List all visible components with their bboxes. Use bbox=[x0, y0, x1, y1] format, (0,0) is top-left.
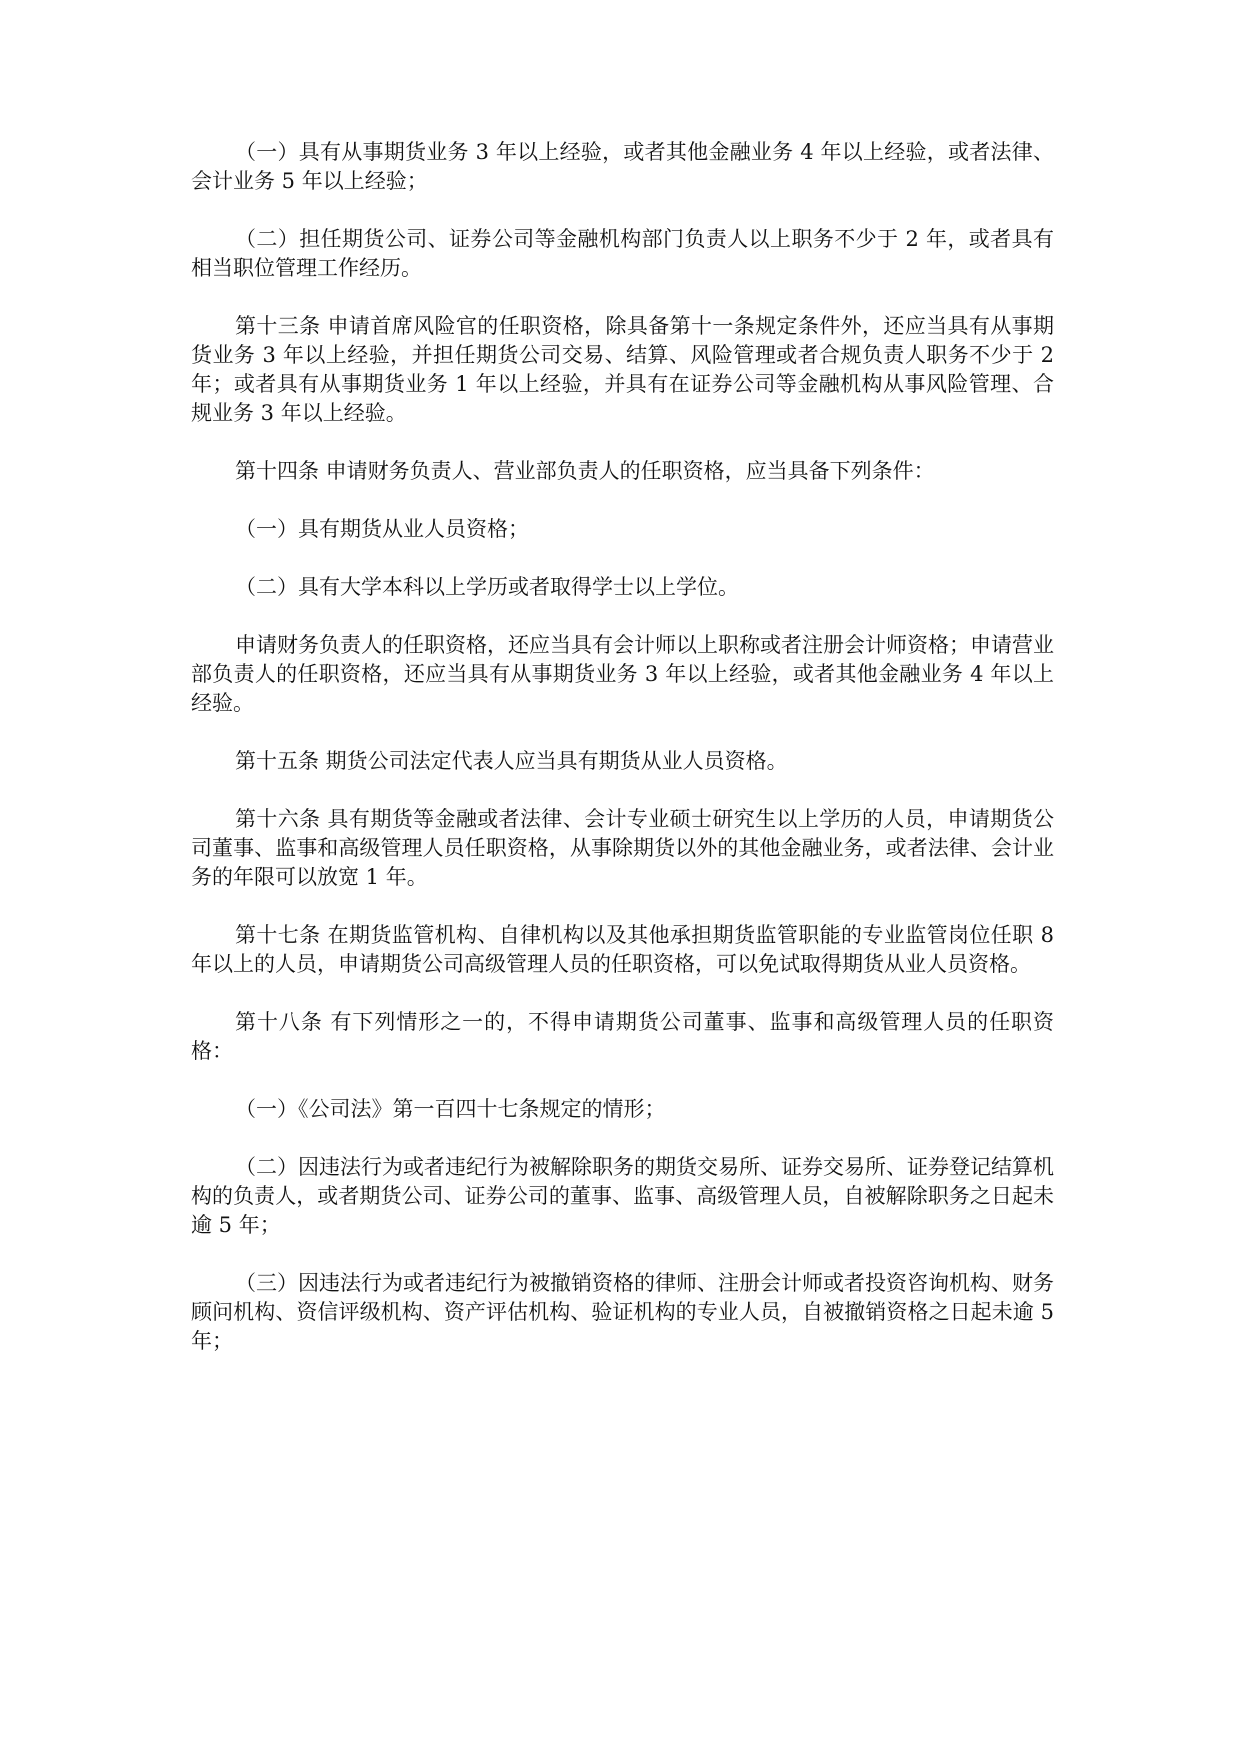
paragraph: （二）担任期货公司、证券公司等金融机构部门负责人以上职务不少于 2 年，或者具有相当职位管理工作经历。 bbox=[191, 227, 1054, 280]
article-paragraph: 第十四条 申请财务负责人、营业部负责人的任职资格，应当具备下列条件： bbox=[235, 459, 935, 483]
article-paragraph: 第十三条 申请首席风险官的任职资格，除具备第十一条规定条件外，还应当具有从事期货业务 3 年以上经验，并担任期货公司交易、结算、风险管理或者合规负责人职务不少于 2 年；或者具有从事期货业务 1 年以上经验，并具有在证券公司等金融机构从事风险管理、合规业务 3 年以上经验。 bbox=[191, 314, 1054, 425]
paragraph: （二）因违法行为或者违纪行为被解除职务的期货交易所、证券交易所、证券登记结算机构的负责人，或者期货公司、证券公司的董事、监事、高级管理人员，自被解除职务之日起未逾 5 年； bbox=[191, 1155, 1054, 1237]
paragraph: 申请财务负责人的任职资格，还应当具有会计师以上职称或者注册会计师资格；申请营业部负责人的任职资格，还应当具有从事期货业务 3 年以上经验，或者其他金融业务 4 年以上经验。 bbox=[191, 633, 1054, 715]
article-paragraph: 第十五条 期货公司法定代表人应当具有期货从业人员资格。 bbox=[235, 749, 788, 773]
document-page bbox=[191, 138, 1054, 1385]
article-paragraph: 第十七条 在期货监管机构、自律机构以及其他承担期货监管职能的专业监管岗位任职 8 年以上的人员，申请期货公司高级管理人员的任职资格，可以免试取得期货从业人员资格。 bbox=[191, 923, 1054, 976]
paragraph: （二）具有大学本科以上学历或者取得学士以上学位。 bbox=[235, 575, 739, 599]
paragraph: （三）因违法行为或者违纪行为被撤销资格的律师、注册会计师或者投资咨询机构、财务顾问机构、资信评级机构、资产评估机构、验证机构的专业人员，自被撤销资格之日起未逾 5 年； bbox=[191, 1271, 1054, 1353]
paragraph: （一）《公司法》第一百四十七条规定的情形； bbox=[235, 1097, 666, 1121]
article-paragraph: 第十八条 有下列情形之一的，不得申请期货公司董事、监事和高级管理人员的任职资格： bbox=[191, 1010, 1054, 1063]
paragraph: （一）具有从事期货业务 3 年以上经验，或者其他金融业务 4 年以上经验，或者法律、会计业务 5 年以上经验； bbox=[191, 140, 1054, 193]
paragraph: （一）具有期货从业人员资格； bbox=[235, 517, 529, 541]
article-paragraph: 第十六条 具有期货等金融或者法律、会计专业硕士研究生以上学历的人员，申请期货公司董事、监事和高级管理人员任职资格，从事除期货以外的其他金融业务，或者法律、会计业务的年限可以放宽 1 年。 bbox=[191, 807, 1054, 889]
